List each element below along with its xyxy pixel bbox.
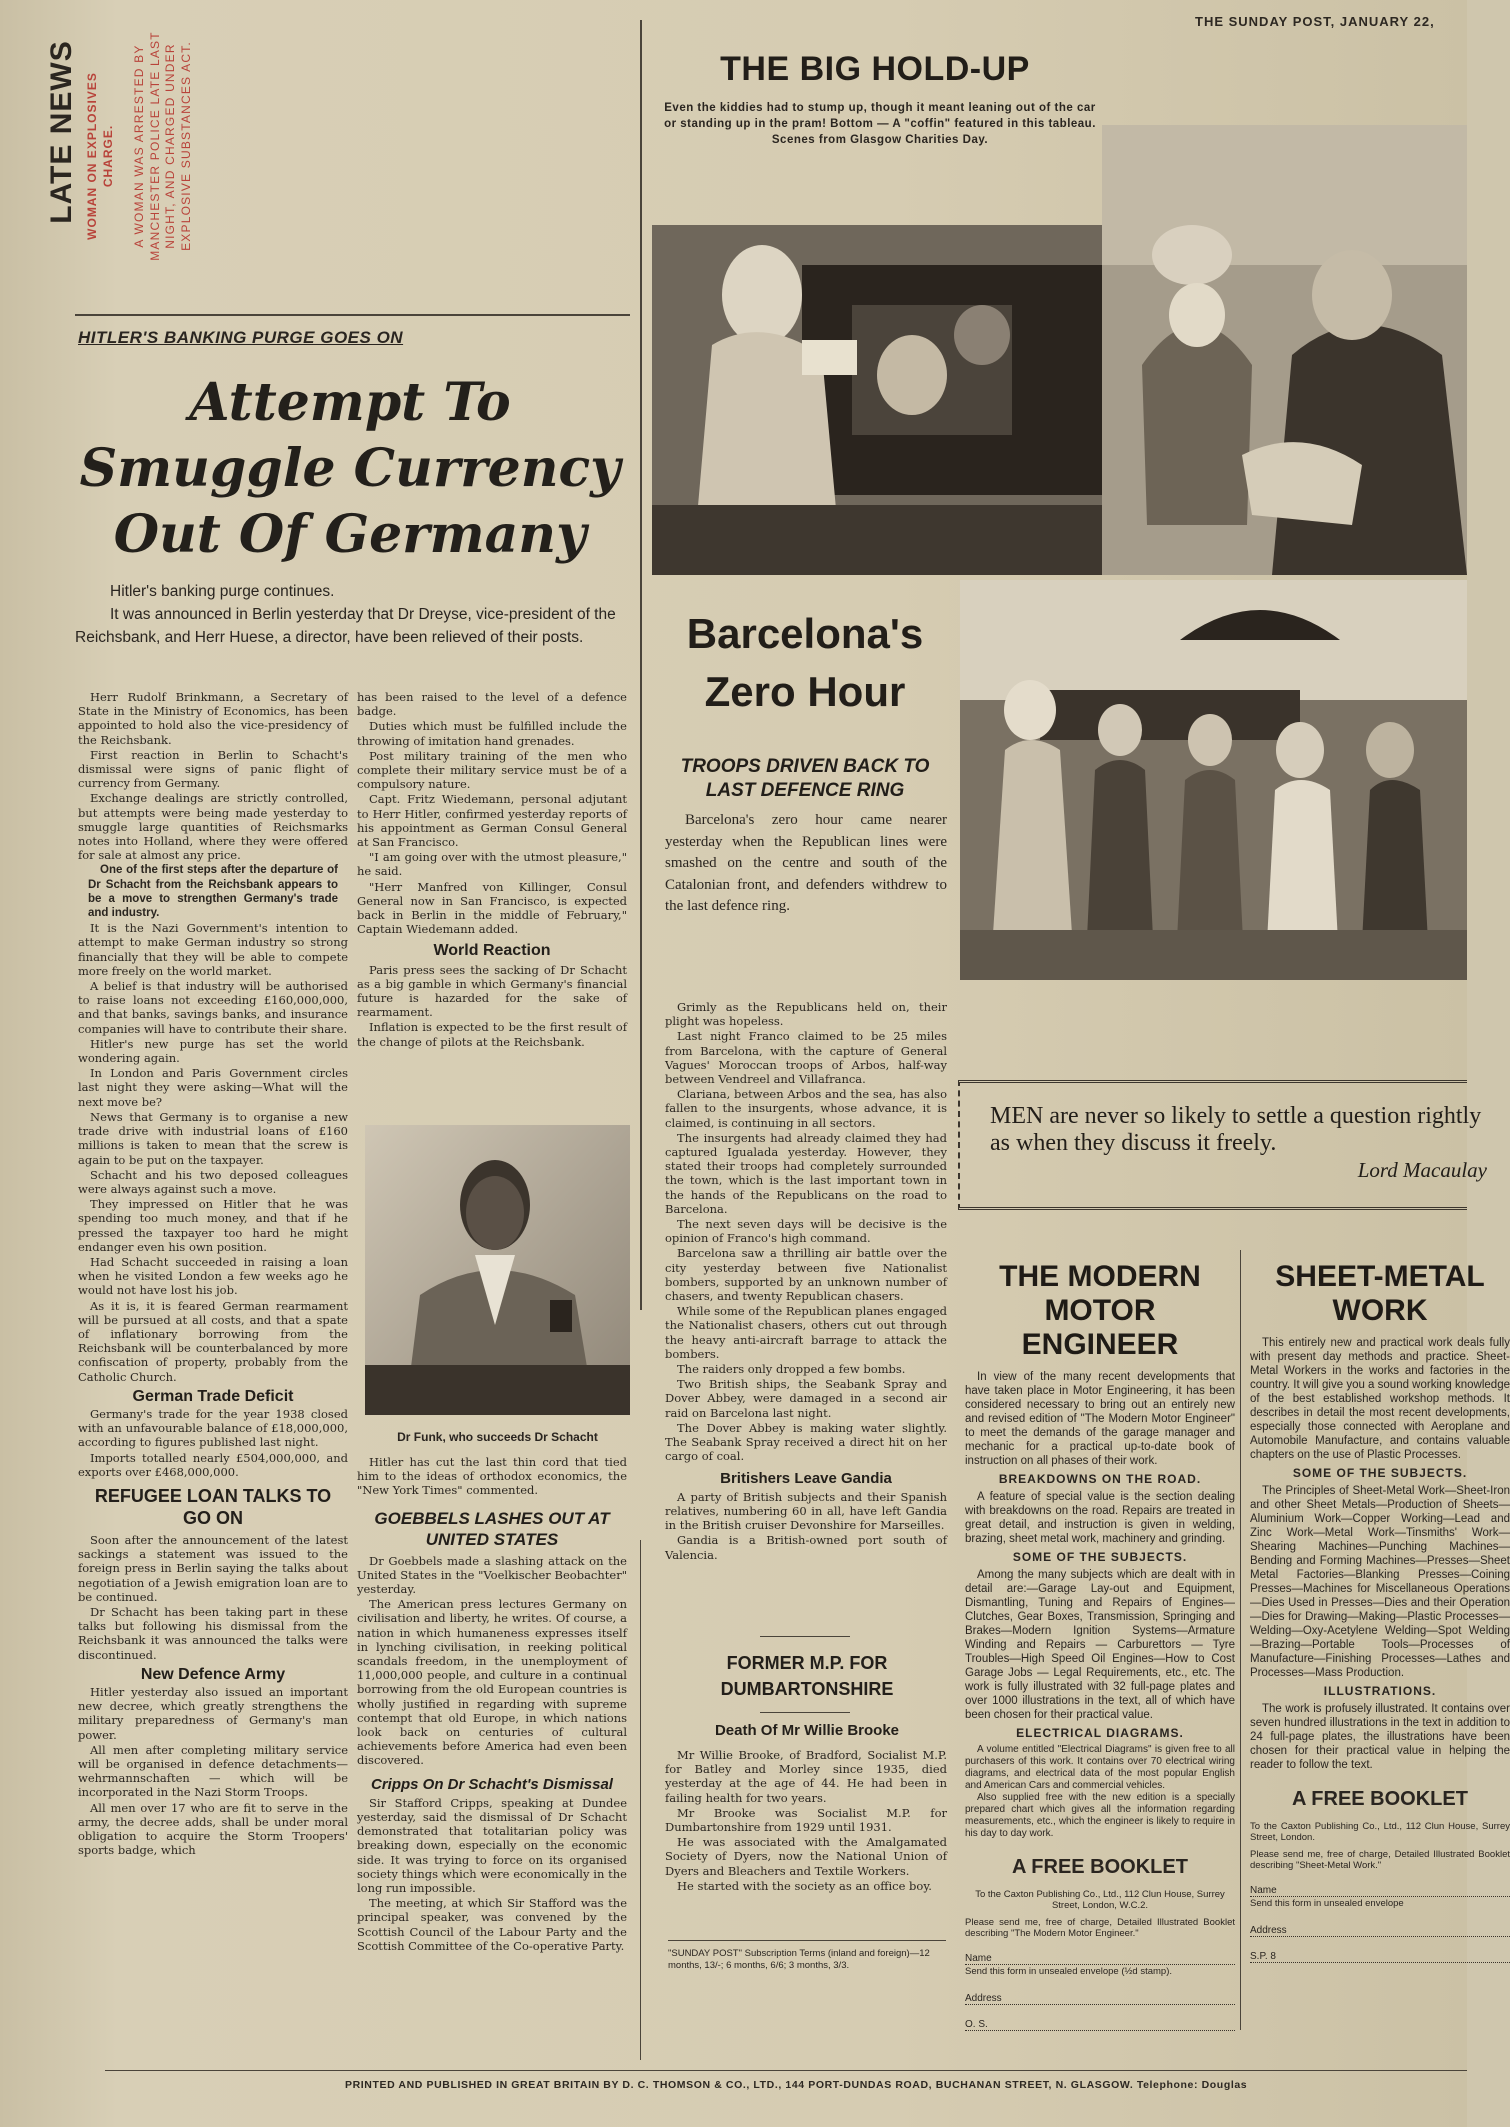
coffin-tableau-image: [960, 580, 1467, 980]
column-rule-barcelona: [640, 1540, 641, 2060]
hitler-headline: Attempt To Smuggle Currency Out Of Germany: [79, 372, 621, 565]
late-news-item-text: A WOMAN WAS ARRESTED BY MANCHESTER POLICE LATE LAST NIGHT, AND CHARGED UNDER EXPLOSIVE SUBSTANCES ACT.: [132, 31, 193, 261]
sheet-ad-subjects-text: The Principles of Sheet-Metal Work—Sheet-Iron and other Sheet Metals—Production of Sheets—Aluminium Work—Copper Working—Lead and Zinc Work—Metal Work—Tinsmiths' Work—Shearing Machines—Punching Machines—Bending and Forming Machines—Presses—Sheet Metal Factories—Blanking Presses—Coining Presses—Machines for Miscellaneous Operations—Dies Used in Presses—Dies and their Operation—Dies for Drawing—Making—Plastic Processes—Welding—Oxy-Acetylene Welding—Spot Welding—Brazing—Portable Tools—Processes of Manufacture—Finishing Processes—Lathes and Processes—Mass Production.: [1250, 1485, 1510, 1679]
paragraph: The next seven days will be decisive is the opinion of Franco's high command.: [665, 1217, 947, 1246]
paragraph: A party of British subjects and their Spanish relatives, numbering 60 in all, have left Gandia in the British cruiser Devonshire for Marseilles.: [665, 1489, 947, 1533]
quote-text: MEN are never so likely to settle a question rightly as when they discuss it freely.: [990, 1103, 1482, 1156]
barcelona-subhead: TROOPS DRIVEN BACK TO LAST DEFENCE RING: [680, 756, 930, 801]
address-label: Address: [1250, 1925, 1287, 1936]
world-reaction-heading: World Reaction: [433, 942, 551, 960]
former-mp-body: [665, 1748, 947, 1894]
paragraph: He was associated with the Amalgamated Society of Dyers, now the National Union of Dyers and Bleachers and Textile Workers.: [665, 1835, 947, 1878]
paragraph: Had Schacht succeeded in raising a loan when he visited London a few weeks ago he would not have lost his job.: [78, 1254, 348, 1298]
motor-ad-form-request: Please send me, free of charge, Detailed Illustrated Booklet describing "The Modern Motor Engineer.": [965, 1917, 1235, 1939]
sheet-ad-send-note: Send this form in unsealed envelope: [1250, 1898, 1404, 1909]
paragraph: Mr Willie Brooke, of Bradford, Socialist M.P. for Batley and Morley since 1935, died yesterday at the age of 44. He had been in failing health for two years.: [665, 1748, 947, 1805]
paragraph: "Herr Manfred von Killinger, Consul General now in San Francisco, is expected back in Berlin in the middle of February," Captain Wiedemann added.: [357, 879, 627, 937]
former-mp-rule-top: [760, 1636, 850, 1637]
late-news-item-headline: WOMAN ON EXPLOSIVES CHARGE.: [85, 72, 115, 240]
sheet-ad-form-address: To the Caxton Publishing Co., Ltd., 112 Clun House, Surrey Street, London.: [1250, 1821, 1510, 1843]
paragraph: Duties which must be fulfilled include the throwing of imitation hand grenades.: [357, 719, 627, 748]
paragraph: has been raised to the level of a defence badge.: [357, 690, 627, 719]
paragraph: A belief is that industry will be authorised to raise loans not exceeding £160,000,000, and that banks, savings banks, and insurance companies will have to contribute their share.: [78, 979, 348, 1036]
paragraph: Clariana, between Arbos and the sea, has also fallen to the insurgents, whose advance, it is claimed, is continuing in all sectors.: [665, 1087, 947, 1130]
paragraph: All men after completing military service will be organised in defence detachments—wehrmannschaften — which will be incorporated in the Nazi Storm Troops.: [78, 1742, 348, 1800]
paragraph: News that Germany is to organise a new trade drive with industrial loans of £160 millions is taken to mean that the screw is again to be put on the taxpayer.: [78, 1109, 348, 1167]
paragraph: Sir Stafford Cripps, speaking at Dundee yesterday, said the dismissal of Dr Schacht demonstrated that totalitarian policy was breaking down, especially on the economic side. It was trying to force on its organised society things which were economically in the long run impossible.: [357, 1795, 627, 1896]
name-label: Name: [1250, 1885, 1277, 1896]
holdup-photo-car: [652, 225, 1102, 575]
motor-ad-booklet-heading: A FREE BOOKLET: [1012, 1856, 1188, 1878]
paragraph: Grimly as the Republicans held on, their plight was hopeless.: [665, 1000, 947, 1029]
paragraph: The raiders only dropped a few bombs.: [677, 1362, 906, 1377]
dr-funk-photo: [365, 1125, 630, 1415]
brooke-heading: Death Of Mr Willie Brooke: [714, 1722, 900, 1739]
paragraph: As it is, it is feared German rearmament will be pursued at all costs, and that a spate of inflationary borrowing from the Reichsbank will be counterbalanced by more confiscation of property, probably from the Catholic Church.: [78, 1298, 348, 1384]
paragraph: Two British ships, the Seabank Spray and Dover Abbey, were damaged in a second air raid on Barcelona last night.: [665, 1377, 947, 1420]
motor-ad-diagrams-heading: ELECTRICAL DIAGRAMS.: [1016, 1726, 1184, 1740]
hitler-intro-line1: Hitler's banking purge continues.: [110, 583, 335, 600]
name-label: Name: [965, 1953, 992, 1964]
column-rule-main: [640, 20, 642, 1310]
footer-rule: [105, 2070, 1467, 2071]
holdup-photo-pram: [1102, 125, 1467, 575]
paragraph: Hitler has cut the last thin cord that tied him to the ideas of orthodox economics, the "New York Times" commented.: [357, 1455, 627, 1498]
barcelona-headline: Barcelona's Zero Hour: [686, 610, 924, 715]
paragraph: First reaction in Berlin to Schacht's dismissal were signs of panic flight of currency from Germany.: [78, 747, 348, 791]
paragraph: Soon after the announcement of the latest sackings a statement was issued to the foreign press in Berlin saying the talks about negotiation of a Jewish emigration loan are to be continued.: [78, 1532, 348, 1604]
motor-ad-subjects-text: Among the many subjects which are dealt with in detail are:—Garage Lay-out and Equipment, Dismantling, Tuning and Repairs of Engines—Clutches, Gear Boxes, Transmission, Springing and Brakes—Modern Ignition Systems—Armature Winding and Repairs — Carburettors — Tyre Troubles—High Speed Oil Engines—How to Cost Garage Jobs — Legal Requirements, etc., etc. The work is fully illustrated with 32 full-page plates and over 1000 illustrations in the text, all of which have been chosen for their practical value.: [965, 1569, 1235, 1721]
car-scene-image: [652, 225, 1102, 575]
paragraph: Imports totalled nearly £504,000,000, and exports over £468,000,000.: [78, 1450, 348, 1479]
subscription-rule: [668, 1940, 946, 1941]
paragraph: Gandia is a British-owned port south of Valencia.: [665, 1533, 947, 1562]
goebbels-heading: GOEBBELS LASHES OUT AT UNITED STATES: [374, 1508, 610, 1549]
code-label: O. S.: [965, 2019, 988, 2030]
motor-ad-subjects-heading: SOME OF THE SUBJECTS.: [1012, 1550, 1188, 1564]
sheet-ad-headline: SHEET-METAL WORK: [1275, 1260, 1485, 1327]
refugee-heading: REFUGEE LOAN TALKS TO GO ON: [94, 1485, 332, 1528]
sheet-ad-address-field[interactable]: [1250, 1925, 1510, 1937]
paragraph: The meeting, at which Sir Stafford was the principal speaker, was convened by the Scottish Council of the Labour Party and the Scottish Committee of the Co-operative Party.: [357, 1896, 627, 1953]
paragraph: Barcelona saw a thrilling air battle over the city yesterday between five Nationalist bombers, supported by an unknown number of chasers, and twenty Republican chasers.: [665, 1246, 947, 1304]
paragraph: "I am going over with the utmost pleasure," he said.: [357, 850, 627, 879]
paragraph: Dr Schacht has been taking part in these talks but following his dismissal from the Reichsbank it was announced the talks were discontinued.: [78, 1604, 348, 1662]
paragraph-bold: One of the first steps after the departure of Dr Schacht from the Reichsbank appears to be a move to strengthen Germany's trade and industry.: [88, 864, 338, 920]
barcelona-intro: Barcelona's zero hour came nearer yesterday when the Republican lines were smashed on the centre and south of the Catalonian front, and defenders withdrew to the last defence ring.: [665, 812, 947, 914]
dr-funk-portrait-image: [365, 1125, 630, 1415]
sheet-ad-illustrations-heading: ILLUSTRATIONS.: [1323, 1684, 1437, 1698]
paragraph: Hitler yesterday also issued an important new decree, which greatly strengthens the military preparedness of Germany's man power.: [78, 1685, 348, 1742]
sheet-ad-booklet-heading: A FREE BOOKLET: [1292, 1788, 1468, 1810]
paragraph: The Dover Abbey is making water slightly. The Seabank Spray received a direct hit on her cargo of coal.: [665, 1420, 947, 1464]
paragraph: They impressed on Hitler that he was spending too much money, and that if he pressed the taxpayer too hard he might endanger even his own position.: [78, 1197, 348, 1254]
motor-ad-send-note: Send this form in unsealed envelope (½d stamp).: [965, 1966, 1173, 1977]
hitler-column-1: [78, 690, 348, 1858]
hitler-intro: [75, 580, 620, 649]
paragraph: Capt. Fritz Wiedemann, personal adjutant to Herr Hitler, confirmed yesterday reports of his appointment as German Consul General at San Francisco.: [357, 792, 627, 850]
paragraph: The American press lectures Germany on civilisation and liberty, he writes. Of course, a nation in which humaneness expresses itself in lynching civilisation, in reeking political scandals freedom, in the unemployment of 11,000,000 people, and culture in a continual borrowing from the old European countries is wholly justified in regarding with supreme contempt that old Europe, in which nations look back on centuries of cultural achievements before America had even been discovered.: [357, 1597, 627, 1768]
motor-engineer-ad: [965, 1260, 1235, 2031]
sheet-metal-ad: [1250, 1260, 1510, 1963]
running-head: THE SUNDAY POST, JANUARY 22,: [1195, 14, 1435, 29]
motor-ad-code-field[interactable]: [965, 2019, 1235, 2031]
barcelona-body: [665, 1000, 947, 1563]
paragraph: Germany's trade for the year 1938 closed with an unfavourable balance of £18,000,000, according to figures published last night.: [78, 1406, 348, 1450]
imprint-footer: PRINTED AND PUBLISHED IN GREAT BRITAIN BY D. C. THOMSON & CO., LTD., 144 PORT-DUNDAS ROAD, BUCHANAN STREET, N. GLASGOW. Telephone: Douglas: [345, 2079, 1248, 2091]
quote-box: [958, 1080, 1487, 1210]
paragraph: All men over 17 who are fit to serve in the army, the decree adds, shall be under moral obligation to acquire the Storm Troopers' sports badge, which: [78, 1800, 348, 1858]
late-news-label: LATE NEWS: [45, 40, 78, 224]
hitler-column-2: [357, 690, 627, 1050]
subscription-terms: "SUNDAY POST" Subscription Terms (inland and foreign)—12 months, 13/-; 6 months, 6/6; 3 months, 3/3.: [668, 1948, 930, 1971]
motor-ad-breakdowns-text: A feature of special value is the section dealing with breakdowns on the road. Repairs are treated in great detail, and instruction is given in welding, brazing, sheet metal work, machinery and grinding.: [965, 1491, 1235, 1545]
paragraph: Mr Brooke was Socialist M.P. for Dumbartonshire from 1929 until 1931.: [665, 1805, 947, 1835]
motor-ad-name-field[interactable]: [965, 1953, 1235, 1965]
paragraph: Last night Franco claimed to be 25 miles from Barcelona, with the capture of General Vagues' Moroccan troops of Arbos, half-way between Vendreel and Villafranca.: [665, 1029, 947, 1087]
hitler-intro-line2: It was announced in Berlin yesterday that Dr Dreyse, vice-president of the Reichsbank, and Herr Huese, a director, have been relieved of their posts.: [75, 606, 616, 646]
paragraph: Herr Rudolf Brinkmann, a Secretary of State in the Ministry of Economics, has been appointed to hold also the vice-presidency of the Reichsbank.: [78, 690, 348, 747]
paragraph: He started with the society as an office boy.: [677, 1878, 932, 1893]
address-label: Address: [965, 1993, 1002, 2004]
code-label: S.P. 8: [1250, 1951, 1276, 1962]
paragraph: Hitler's new purge has set the world wondering again.: [78, 1036, 348, 1066]
paragraph: Exchange dealings are strictly controlled, but attempts were being made yesterday to smuggle large quantities of Reichsmarks notes into Holland, where they were offered for sale at almost any price.: [78, 791, 348, 863]
holdup-headline: THE BIG HOLD-UP: [720, 50, 1030, 88]
motor-ad-form-address: To the Caxton Publishing Co., Ltd., 112 Clun House, Surrey Street, London, W.C.2.: [975, 1889, 1225, 1911]
paragraph: Dr Goebbels made a slashing attack on the United States in the "Voelkischer Beobachter" yesterday.: [357, 1553, 627, 1597]
motor-ad-address-field[interactable]: [965, 1993, 1235, 2005]
ad-column-rule: [1240, 1250, 1241, 2030]
motor-ad-intro: In view of the many recent developments that have taken place in Motor Engineering, it has been considered necessary to bring out an entirely new and revised edition of "The Modern Motor Engineer" to meet the demands of the garage manager and mechanic for a practical up-to-date book of instruction on all phases of their work.: [965, 1371, 1235, 1467]
paragraph: Inflation is expected to be the first result of the change of pilots at the Reichsbank.: [357, 1020, 627, 1049]
gandia-heading: Britishers Leave Gandia: [720, 1469, 892, 1487]
paragraph: Paris press sees the sacking of Dr Schacht as a big gamble in which Germany's financial future is hazarded for the sake of rearmament.: [357, 962, 627, 1020]
holdup-caption: Even the kiddies had to stump up, though it meant leaning out of the car or standing up in the pram! Bottom — A "coffin" featured in this tableau. Scenes from Glasgow Charities Day.: [664, 102, 1096, 146]
paragraph: It is the Nazi Government's intention to attempt to make German industry so strong financially that they will be able to compete more freely on the world market.: [78, 921, 348, 978]
sheet-ad-form-request: Please send me, free of charge, Detailed Illustrated Booklet describing "Sheet-Metal Work.": [1250, 1849, 1510, 1871]
motor-ad-breakdowns-heading: BREAKDOWNS ON THE ROAD.: [998, 1472, 1202, 1486]
paragraph: Schacht and his two deposed colleagues were always against such a move.: [78, 1167, 348, 1196]
motor-ad-diagrams-text: A volume entitled "Electrical Diagrams" is given free to all purchasers of this work. It contains over 70 electrical wiring diagrams, and electrical data of the most popular English and American Cars and commercial vehicles.: [965, 1744, 1235, 1791]
sheet-ad-code-field[interactable]: [1250, 1951, 1510, 1963]
pram-scene-image: [1102, 125, 1467, 575]
paragraph: The insurgents had already claimed they had captured Igualada yesterday. However, they stated their troops had completely surrounded the town, which is the last important town in the hands of the Republicans on the road to Barcelona.: [665, 1130, 947, 1216]
motor-ad-chart-text: Also supplied free with the new edition is a specially prepared chart which gives all the information regarding measurements, etc., which the engineer is likely to require in his day to day work.: [965, 1792, 1235, 1839]
sheet-ad-illustrations-text: The work is profusely illustrated. It contains over seven hundred illustrations in the text in addition to 24 full-page plates, the illustrations have been chosen for their practical value in helping the reader to follow the text.: [1250, 1703, 1510, 1771]
paragraph: Post military training of the men who complete their military service must be of a compulsory nature.: [357, 748, 627, 792]
late-news-rule: [75, 314, 630, 316]
holdup-photo-coffin: [960, 580, 1467, 980]
cripps-heading: Cripps On Dr Schacht's Dismissal: [371, 1775, 613, 1793]
sheet-ad-subjects-heading: SOME OF THE SUBJECTS.: [1292, 1466, 1468, 1480]
former-mp-heading: FORMER M.P. FOR DUMBARTONSHIRE: [720, 1653, 894, 1699]
motor-ad-headline: THE MODERN MOTOR ENGINEER: [999, 1260, 1201, 1361]
hitler-kicker: HITLER'S BANKING PURGE GOES ON: [78, 328, 404, 347]
paragraph: In London and Paris Government circles last night they were asking—What will the next move be?: [78, 1066, 348, 1109]
hitler-column-2b: [357, 1455, 627, 1954]
sheet-ad-name-field[interactable]: [1250, 1885, 1510, 1897]
quote-attribution: Lord Macaulay: [1357, 1158, 1487, 1182]
trade-deficit-heading: German Trade Deficit: [132, 1387, 294, 1405]
late-news-panel: [40, 25, 290, 305]
paragraph: While some of the Republican planes engaged the Nationalist chasers, others cut out through the heavy anti-aircraft barrage to attack the bombers.: [665, 1304, 947, 1361]
sheet-ad-intro: This entirely new and practical work deals fully with present day methods and practice. Sheet-Metal Workers in the works and factories in the country. It will give you a sound working knowledge of the best established workshop methods. It describes in detail the most recent developments, especially those connected with Aeroplane and Automobile Manufacture, and contains valuable chapters on the use of Plastic Processes.: [1250, 1337, 1510, 1461]
defence-army-heading: New Defence Army: [140, 1665, 286, 1683]
former-mp-rule-bottom: [760, 1712, 850, 1713]
dr-funk-caption: Dr Funk, who succeeds Dr Schacht: [397, 1430, 598, 1444]
